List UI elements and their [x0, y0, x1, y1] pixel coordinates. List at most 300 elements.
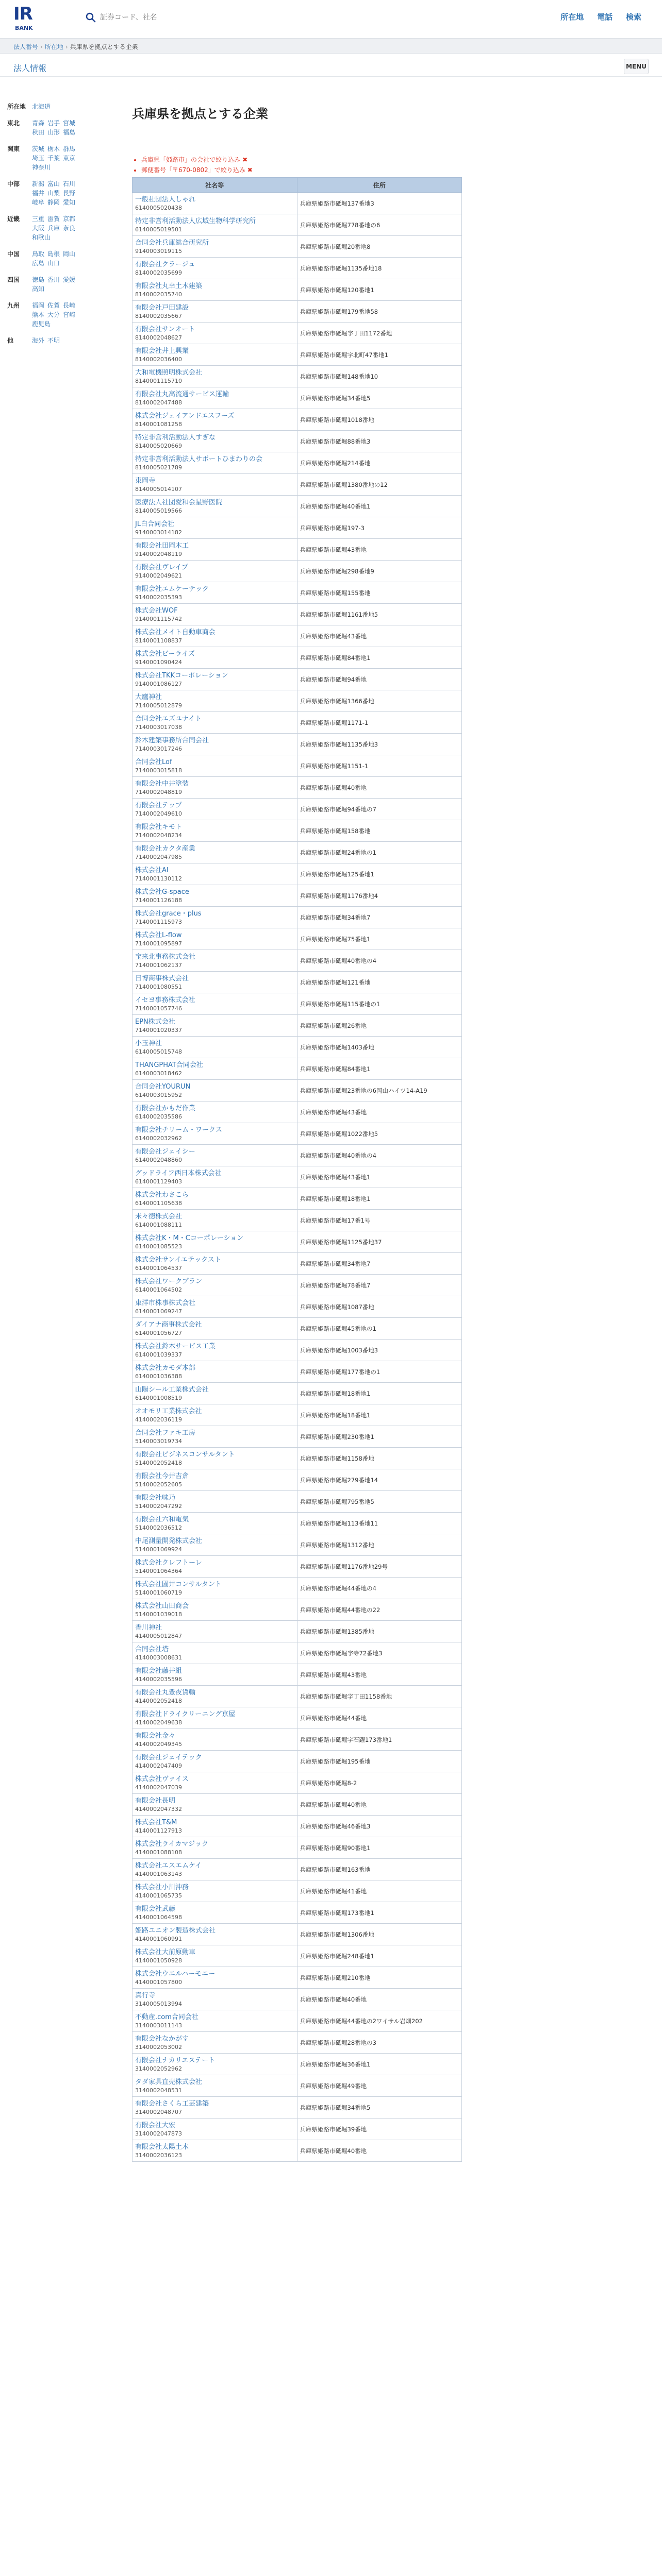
prefecture-link[interactable]: 大阪 — [32, 225, 45, 232]
breadcrumb-corporate-number[interactable]: 法人番号 — [13, 43, 39, 50]
company-cell — [133, 366, 297, 387]
prefecture-link[interactable]: 宮崎 — [63, 311, 76, 318]
prefecture-link[interactable]: 兵庫 — [47, 225, 60, 232]
prefecture-link[interactable]: 石川 — [63, 180, 76, 188]
company-name-link[interactable]: 日博商事株式会社 — [135, 974, 189, 982]
company-address: 兵庫県姫路市砥堀121番地 — [297, 972, 462, 993]
company-address: 兵庫県姫路市砥堀1161番地5 — [297, 604, 462, 625]
region-group — [7, 336, 90, 345]
company-name-link[interactable]: 有限会社金々 — [135, 1732, 176, 1740]
company-name-link[interactable]: 有限会社カクタ産業 — [135, 844, 195, 853]
corporate-number: 4140001127913 — [135, 1827, 182, 1834]
corporate-number: 5140002052605 — [135, 1481, 182, 1488]
prefecture-link[interactable]: 大分 — [47, 311, 60, 318]
table-row — [133, 2054, 462, 2075]
table-row — [133, 799, 462, 820]
company-name-link[interactable]: 有限会社丸豊夜貨輸 — [135, 1688, 196, 1697]
corporate-number: 7140001057746 — [135, 1005, 182, 1012]
company-name-link[interactable]: 株式会社ワークプラン — [135, 1277, 203, 1285]
company-name-link[interactable]: 有限会社さくら工芸建築 — [135, 2099, 209, 2108]
company-name-link[interactable]: 株式会社WOF — [135, 606, 178, 615]
corporate-number: 7140003015818 — [135, 767, 182, 774]
prefecture-link[interactable]: 京都 — [63, 215, 76, 223]
corporate-number: 4140002047332 — [135, 1805, 182, 1812]
company-address: 兵庫県姫路市砥堀字丁田1158番地 — [297, 1686, 462, 1707]
company-cell — [133, 928, 297, 950]
corporate-number: 3140002048531 — [135, 2087, 182, 2094]
company-name-link[interactable]: 株式会社大前原動車 — [135, 1948, 196, 1956]
prefecture-link[interactable]: 茨城 — [32, 145, 45, 152]
company-cell — [133, 2097, 297, 2119]
prefecture-link[interactable]: 徳島 — [32, 276, 45, 283]
remove-filter-icon[interactable]: ✖ — [247, 166, 253, 174]
table-row — [133, 1945, 462, 1967]
table-row — [133, 1123, 462, 1145]
prefecture-link[interactable]: 長野 — [63, 190, 76, 197]
company-name-link[interactable]: 株式会社grace・plus — [135, 909, 202, 918]
company-address: 兵庫県姫路市砥堀1022番地5 — [297, 1123, 462, 1145]
filter-link[interactable]: 郵便番号「〒670-0802」で絞り込み — [141, 166, 245, 174]
table-row — [133, 2010, 462, 2032]
corporate-number: 8140002047488 — [135, 399, 182, 406]
table-row — [133, 820, 462, 842]
prefecture-link[interactable]: 山口 — [47, 260, 60, 267]
column-header-name: 社名等 — [133, 178, 297, 193]
nav-search[interactable]: 検索 — [625, 12, 641, 22]
company-name-link[interactable]: 有限会社テップ — [135, 801, 183, 809]
table-row — [133, 1448, 462, 1469]
company-name-link[interactable]: 有限会社キモト — [135, 823, 183, 831]
logo-subtext: BANK — [15, 25, 33, 31]
table-row — [133, 1621, 462, 1642]
table-row — [133, 1967, 462, 1989]
table-row — [133, 690, 462, 712]
company-cell — [133, 1880, 297, 1902]
table-row — [133, 1275, 462, 1296]
prefecture-link[interactable]: 北海道 — [32, 103, 51, 110]
corporate-number: 7140002048819 — [135, 788, 182, 795]
region-group — [7, 301, 90, 329]
irbank-logo[interactable] — [13, 5, 39, 33]
breadcrumb-current: 兵庫県を拠点とする企業 — [70, 43, 138, 50]
company-address: 兵庫県姫路市砥堀43番地 — [297, 539, 462, 561]
company-name-link[interactable]: 有限会社ナカリエステート — [135, 2056, 216, 2064]
corporate-number: 3140002053002 — [135, 2043, 182, 2050]
corporate-number: 6140001088111 — [135, 1221, 182, 1228]
company-address: 兵庫県姫路市砥堀94番地 — [297, 669, 462, 690]
company-name-link[interactable]: 株式会社山田商会 — [135, 1602, 189, 1610]
corporate-number: 3140002048707 — [135, 2108, 182, 2115]
company-address: 兵庫県姫路市砥堀778番地の6 — [297, 214, 462, 236]
nav-location[interactable]: 所在地 — [560, 12, 584, 22]
corporate-number: 4140002052418 — [135, 1697, 182, 1704]
table-row — [133, 517, 462, 539]
company-address: 兵庫県姫路市砥堀1306番地 — [297, 1924, 462, 1945]
prefecture-link[interactable]: 東京 — [63, 155, 76, 162]
company-name-link[interactable]: 株式会社エスエムケイ — [135, 1861, 202, 1870]
company-name-link[interactable]: 有限会社中井塗装 — [135, 779, 189, 788]
company-address: 兵庫県姫路市砥堀1176番地29号 — [297, 1556, 462, 1578]
prefecture-link[interactable]: 青森 — [32, 120, 45, 127]
prefecture-link[interactable]: 三重 — [32, 215, 45, 223]
corporate-number: 6140001069247 — [135, 1308, 182, 1315]
table-row — [133, 1556, 462, 1578]
company-name-link[interactable]: 株式会社カモダ本部 — [135, 1364, 196, 1372]
company-cell — [133, 1058, 297, 1080]
company-name-link[interactable]: 有限会社武藤 — [135, 1905, 176, 1913]
company-cell — [133, 1015, 297, 1037]
prefecture-link[interactable]: 鹿児島 — [32, 320, 51, 328]
company-name-link[interactable]: 不動産.com合同会社 — [135, 2013, 198, 2021]
company-address: 兵庫県姫路市砥堀137番地3 — [297, 193, 462, 214]
region-name: 九州 — [7, 302, 20, 309]
prefecture-link[interactable]: 新潟 — [32, 180, 45, 188]
company-name-link[interactable]: 株式会社園井コンサルタント — [135, 1580, 222, 1588]
company-name-link[interactable]: 株式会社クレフトーレ — [135, 1558, 202, 1567]
prefecture-link[interactable]: 高知 — [32, 285, 45, 293]
table-row — [133, 1642, 462, 1664]
table-row — [133, 604, 462, 625]
company-address: 兵庫県姫路市砥堀177番地の1 — [297, 1361, 462, 1383]
company-address: 兵庫県姫路市砥堀40番地 — [297, 2140, 462, 2162]
company-address: 兵庫県姫路市砥堀158番地 — [297, 820, 462, 842]
company-address: 兵庫県姫路市砥堀115番地の1 — [297, 993, 462, 1015]
company-name-link[interactable]: 東洋市株事株式会社 — [135, 1299, 196, 1307]
prefecture-link[interactable]: 栃木 — [47, 145, 60, 152]
company-cell — [133, 1101, 297, 1123]
company-name-link[interactable]: 香川神社 — [135, 1623, 162, 1632]
prefecture-link[interactable]: 滋賀 — [47, 215, 60, 223]
company-name-link[interactable]: THANGPHAT合同会社 — [135, 1061, 203, 1069]
company-name-link[interactable]: 有限会社太陽土木 — [135, 2143, 189, 2151]
corporate-number: 6140001129403 — [135, 1178, 182, 1185]
company-address: 兵庫県姫路市砥堀40番地 — [297, 777, 462, 799]
corporate-number: 6140001064537 — [135, 1264, 182, 1272]
corporate-number: 7140001062137 — [135, 961, 182, 969]
company-name-link[interactable]: 有限会社かもだ作業 — [135, 1104, 196, 1112]
search-input[interactable] — [99, 10, 318, 25]
company-name-link[interactable]: 株式会社ライカマジック — [135, 1840, 209, 1848]
company-name-link[interactable]: 合同会社兵庫総合研究所 — [135, 239, 209, 247]
company-cell — [133, 258, 297, 279]
corporate-number: 6140001039337 — [135, 1351, 182, 1358]
prefecture-link[interactable]: 佐賀 — [47, 302, 60, 309]
corporate-number: 7140001130112 — [135, 875, 182, 882]
table-row — [133, 1794, 462, 1816]
breadcrumb — [0, 38, 662, 54]
prefecture-link[interactable]: 不明 — [47, 337, 60, 344]
corporate-number: 9140003019115 — [135, 247, 182, 255]
company-cell — [133, 582, 297, 604]
corporate-number: 9140001090424 — [135, 658, 182, 666]
table-row — [133, 2097, 462, 2119]
company-name-link[interactable]: 株式会社L-flow — [135, 931, 182, 939]
corporate-number: 8140005014107 — [135, 485, 182, 493]
company-name-link[interactable]: 有限会社ドライクリーニング京屋 — [135, 1710, 236, 1718]
company-name-link[interactable]: オオモリ工業株式会社 — [135, 1407, 202, 1415]
company-cell — [133, 387, 297, 409]
prefecture-link[interactable]: 熊本 — [32, 311, 45, 318]
company-address: 兵庫県姫路市砥堀45番地の1 — [297, 1318, 462, 1340]
company-cell — [133, 539, 297, 561]
corporate-number: 7140002048234 — [135, 832, 182, 839]
table-row — [133, 928, 462, 950]
menu-button[interactable]: MENU — [624, 59, 649, 74]
company-address: 兵庫県姫路市砥堀46番地3 — [297, 1816, 462, 1837]
company-name-link[interactable]: 有限会社大宏 — [135, 2121, 176, 2129]
company-address: 兵庫県姫路市砥堀279番地14 — [297, 1469, 462, 1491]
prefecture-link[interactable]: 福島 — [63, 129, 76, 136]
corporate-number: 8140002035699 — [135, 269, 182, 276]
company-name-link[interactable]: 合同会社Lof — [135, 758, 172, 766]
prefecture-link[interactable]: 岡山 — [63, 250, 76, 258]
company-cell — [133, 690, 297, 712]
prefecture-link[interactable]: 海外 — [32, 337, 45, 344]
company-name-link[interactable]: 有限会社チリーム・ワークス — [135, 1126, 222, 1134]
table-row — [133, 1534, 462, 1556]
company-name-link[interactable]: タダ家具直売株式会社 — [135, 2078, 203, 2086]
company-cell — [133, 344, 297, 366]
company-name-link[interactable]: 有限会社井上興業 — [135, 347, 189, 355]
company-name-link[interactable]: 真行寺 — [135, 1991, 156, 1999]
section-title[interactable]: 法人情報 — [13, 63, 47, 73]
table-row — [133, 344, 462, 366]
corporate-number: 7140001126188 — [135, 896, 182, 904]
company-cell — [133, 950, 297, 972]
company-name-link[interactable]: 合同会社YOURUN — [135, 1082, 191, 1091]
nav-phone[interactable]: 電話 — [597, 12, 613, 22]
company-name-link[interactable]: 合同会社塔 — [135, 1645, 169, 1653]
company-name-link[interactable]: 株式会社ヴァイス — [135, 1775, 189, 1783]
company-cell — [133, 1037, 297, 1058]
company-name-link[interactable]: EPN株式会社 — [135, 1018, 175, 1026]
corporate-number: 5140002036512 — [135, 1524, 182, 1531]
company-name-link[interactable]: 株式会社TKKコーポレーション — [135, 671, 228, 680]
company-name-link[interactable]: 小玉神社 — [135, 1039, 162, 1047]
table-row — [133, 863, 462, 885]
company-name-link[interactable]: 中尾測量開発株式会社 — [135, 1537, 203, 1545]
table-header-row — [133, 178, 462, 193]
table-row — [133, 409, 462, 431]
region-prefecture-list — [32, 118, 89, 137]
company-name-link[interactable]: JL白合同会社 — [135, 520, 175, 528]
prefecture-link[interactable]: 長崎 — [63, 302, 76, 309]
company-name-link[interactable]: 特定非営利活動法人すぎな — [135, 433, 216, 442]
prefecture-link[interactable]: 和歌山 — [32, 234, 51, 241]
region-name: 東北 — [7, 120, 20, 127]
company-address: 兵庫県姫路市砥堀1003番地3 — [297, 1340, 462, 1361]
search-icon[interactable] — [86, 12, 96, 23]
company-name-link[interactable]: イセヨ事務株式会社 — [135, 996, 195, 1004]
region-name: 四国 — [7, 276, 20, 283]
company-address: 兵庫県姫路市砥堀155番地 — [297, 582, 462, 604]
company-name-link[interactable]: 株式会社ビーライズ — [135, 650, 195, 658]
corporate-number: 6140001064502 — [135, 1286, 182, 1293]
corporate-number: 6140003015952 — [135, 1091, 182, 1098]
table-row — [133, 1404, 462, 1426]
company-cell — [133, 2010, 297, 2032]
filter-link[interactable]: 兵庫県「姫路市」の会社で絞り込み — [141, 156, 241, 163]
company-name-link[interactable]: 株式会社サンイエテックスト — [135, 1256, 222, 1264]
company-name-link[interactable]: 有限会社サンオート — [135, 325, 195, 333]
company-name-link[interactable]: 株式会社AI — [135, 866, 169, 874]
company-name-link[interactable]: 有限会社エムケーテック — [135, 585, 209, 593]
corporate-number: 9140002035393 — [135, 594, 182, 601]
company-name-link[interactable]: 有限会社丸幸土木建築 — [135, 282, 203, 290]
prefecture-link[interactable]: 群馬 — [63, 145, 76, 152]
company-name-link[interactable]: 株式会社K・M・Cコーポレーション — [135, 1234, 244, 1242]
region-prefecture-list — [32, 179, 89, 207]
company-name-link[interactable]: 株式会社G-space — [135, 888, 189, 896]
company-name-link[interactable]: 一般社団法人しゃれ — [135, 195, 196, 204]
company-address: 兵庫県姫路市砥堀1125番地37 — [297, 1231, 462, 1253]
remove-filter-icon[interactable]: ✖ — [242, 156, 248, 163]
corporate-number: 8140001108837 — [135, 637, 182, 644]
table-row — [133, 323, 462, 344]
breadcrumb-location[interactable]: 所在地 — [44, 43, 63, 50]
table-row — [133, 1513, 462, 1534]
company-name-link[interactable]: 株式会社T&M — [135, 1818, 177, 1826]
company-cell — [133, 1426, 297, 1448]
company-name-link[interactable]: 株式会社わさこら — [135, 1191, 189, 1199]
company-name-link[interactable]: 有限会社クラージュ — [135, 260, 195, 268]
prefecture-link[interactable]: 岩手 — [47, 120, 60, 127]
company-name-link[interactable]: 宝来北事務株式会社 — [135, 953, 196, 961]
company-cell — [133, 1772, 297, 1794]
company-cell — [133, 907, 297, 928]
company-cell — [133, 193, 297, 214]
prefecture-link[interactable]: 愛媛 — [63, 276, 76, 283]
company-name-link[interactable]: 特定非営利活動法人広域生物科学研究所 — [135, 217, 256, 225]
corporate-number: 6140001036388 — [135, 1372, 182, 1380]
company-cell — [133, 1989, 297, 2010]
company-address: 兵庫県姫路市砥堀字丁田1172番地 — [297, 323, 462, 344]
company-address: 兵庫県姫路市砥堀40番地の4 — [297, 950, 462, 972]
company-name-link[interactable]: 株式会社ウエルハーモニー — [135, 1970, 216, 1978]
table-row — [133, 1361, 462, 1383]
prefecture-link[interactable]: 島根 — [47, 250, 60, 258]
region-name: 中国 — [7, 250, 20, 258]
prefecture-link[interactable]: 千葉 — [47, 155, 60, 162]
company-name-link[interactable]: 特定非営利活動法人サポートひまわりの会 — [135, 455, 263, 463]
company-name-link[interactable]: 有限会社長明 — [135, 1797, 176, 1805]
company-name-link[interactable]: グッドライフ西日本株式会社 — [135, 1169, 222, 1177]
company-name-link[interactable]: 株式会社鈴木サービス工業 — [135, 1342, 216, 1350]
table-row — [133, 1469, 462, 1491]
table-row — [133, 950, 462, 972]
prefecture-link[interactable]: 岐阜 — [32, 199, 45, 206]
company-name-link[interactable]: 有限会社今井吉倉 — [135, 1472, 189, 1480]
company-name-link[interactable]: 合同会社エズユナイト — [135, 715, 202, 723]
company-name-link[interactable]: 大鷹神社 — [135, 693, 162, 701]
company-name-link[interactable]: 有限会社六和電気 — [135, 1515, 189, 1523]
prefecture-link[interactable]: 富山 — [47, 180, 60, 188]
region-prefecture-list — [32, 249, 89, 268]
company-name-link[interactable]: 東岡寺 — [135, 477, 156, 485]
company-cell — [133, 2032, 297, 2054]
prefecture-link[interactable]: 静岡 — [47, 199, 60, 206]
prefecture-link[interactable]: 奈良 — [63, 225, 76, 232]
company-name-link[interactable]: 有限会社田岡木工 — [135, 541, 189, 550]
prefecture-link[interactable]: 宮城 — [63, 120, 76, 127]
company-name-link[interactable]: ダイアナ商事株式会社 — [135, 1320, 202, 1329]
company-name-link[interactable]: 姫路ユニオン製造株式会社 — [135, 1926, 216, 1935]
corporate-number: 8140002048627 — [135, 334, 182, 341]
company-cell — [133, 1491, 297, 1513]
company-cell — [133, 799, 297, 820]
company-name-link[interactable]: 有限会社ヴレイブ — [135, 563, 188, 571]
prefecture-link[interactable]: 神奈川 — [32, 164, 51, 171]
table-row — [133, 1880, 462, 1902]
company-name-link[interactable]: 山陽シール工業株式会社 — [135, 1385, 209, 1394]
company-address: 兵庫県姫路市砥堀40番地1 — [297, 496, 462, 517]
prefecture-link[interactable]: 鳥取 — [32, 250, 45, 258]
company-address: 兵庫県姫路市砥堀795番地5 — [297, 1491, 462, 1513]
prefecture-link[interactable]: 福岡 — [32, 302, 45, 309]
region-name: 中部 — [7, 180, 20, 188]
prefecture-link[interactable]: 山形 — [47, 129, 60, 136]
company-name-link[interactable]: 有限会社丸高流通サービス運輸 — [135, 390, 229, 398]
company-name-link[interactable]: 鈴木建築事務所合同会社 — [135, 736, 209, 744]
company-name-link[interactable]: 株式会社メイト自動車商会 — [135, 628, 216, 636]
company-address: 兵庫県姫路市砥堀75番地1 — [297, 928, 462, 950]
prefecture-link[interactable]: 広島 — [32, 260, 45, 267]
table-row — [133, 1145, 462, 1166]
table-row — [133, 972, 462, 993]
company-name-link[interactable]: 株式会社小川沖務 — [135, 1883, 189, 1891]
prefecture-link[interactable]: 山梨 — [47, 190, 60, 197]
prefecture-link[interactable]: 秋田 — [32, 129, 45, 136]
company-name-link[interactable]: 有限会社戸田建設 — [135, 303, 189, 312]
company-name-link[interactable]: 有限会社なかがす — [135, 2035, 189, 2043]
company-name-link[interactable]: 合同会社ファキ工房 — [135, 1429, 195, 1437]
table-row — [133, 1037, 462, 1058]
company-name-link[interactable]: 大和電機照明株式会社 — [135, 368, 203, 377]
table-row — [133, 452, 462, 474]
company-name-link[interactable]: 有限会社味乃 — [135, 1494, 176, 1502]
company-name-link[interactable]: 有限会社ビジネスコンサルタント — [135, 1450, 235, 1459]
company-cell — [133, 1231, 297, 1253]
company-name-link[interactable]: 有限会社ジェイシー — [135, 1147, 195, 1156]
company-cell — [133, 1275, 297, 1296]
company-address: 兵庫県姫路市砥堀210番地 — [297, 1967, 462, 1989]
company-name-link[interactable]: 医療法人社団愛和会星野医院 — [135, 498, 223, 506]
company-address: 兵庫県姫路市砥堀49番地 — [297, 2075, 462, 2097]
table-row — [133, 1340, 462, 1361]
main-content — [132, 106, 462, 2162]
prefecture-link[interactable]: 福井 — [32, 190, 45, 197]
company-name-link[interactable]: 有限会社藤井組 — [135, 1667, 183, 1675]
corporate-number: 8140001115710 — [135, 377, 182, 384]
prefecture-link[interactable]: 愛知 — [63, 199, 76, 206]
prefecture-link[interactable]: 香川 — [47, 276, 60, 283]
table-row — [133, 1772, 462, 1794]
company-name-link[interactable]: 有限会社ジェイテック — [135, 1753, 202, 1761]
prefecture-link[interactable]: 埼玉 — [32, 155, 45, 162]
search-box[interactable] — [86, 9, 323, 26]
corporate-number: 6140001085523 — [135, 1243, 182, 1250]
company-cell — [133, 1318, 297, 1340]
table-row — [133, 236, 462, 258]
company-cell — [133, 1686, 297, 1707]
table-row — [133, 1707, 462, 1729]
company-name-link[interactable]: 株式会社ジェイアンドエスフーズ — [135, 412, 235, 420]
corporate-number: 4140001088108 — [135, 1849, 182, 1856]
table-row — [133, 496, 462, 517]
company-name-link[interactable]: 未々徳株式会社 — [135, 1212, 183, 1221]
company-address: 兵庫県姫路市砥堀39番地 — [297, 2119, 462, 2140]
company-address: 兵庫県姫路市砥堀43番地 — [297, 625, 462, 647]
